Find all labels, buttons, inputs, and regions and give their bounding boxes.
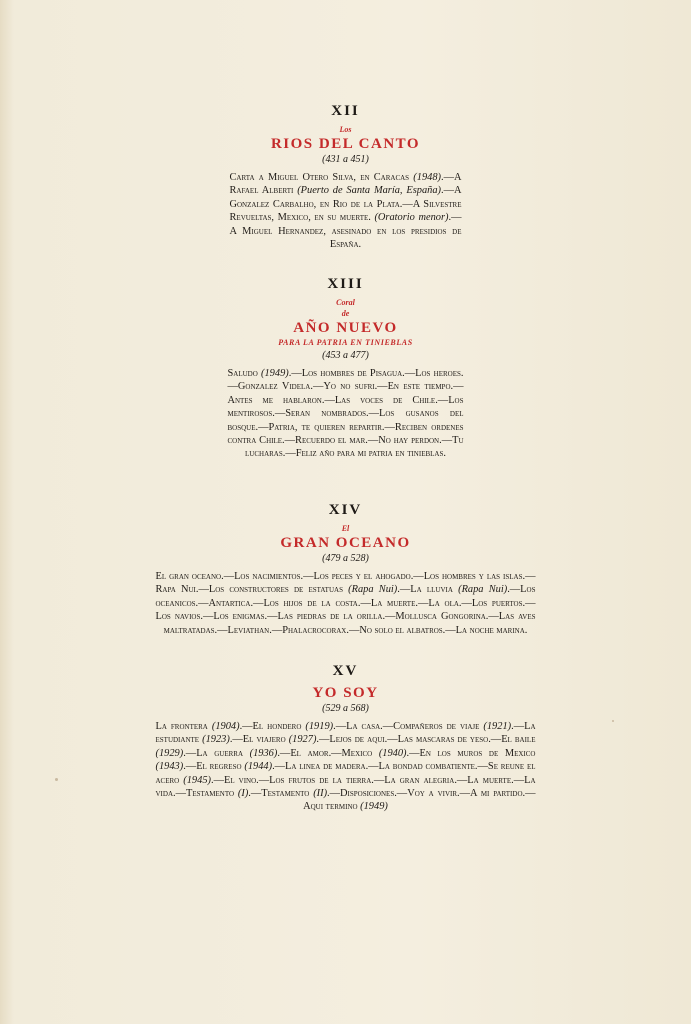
contents-text: .—La guerra — [183, 747, 250, 759]
italic-note: (1940) — [378, 747, 407, 759]
section-numeral: XIII — [327, 276, 364, 292]
contents-text: .—La linea de madera.—La bondad combatiente.—Se reune el acero — [155, 761, 536, 786]
page-range: (529 a 568) — [322, 703, 369, 714]
contents-text: .—A Gonzalez Carbalho, en Rio de la Plata.—A Silvestre Revueltas, Mexico, en su muerte. — [229, 185, 462, 224]
section-title: GRAN OCEANO — [280, 535, 411, 551]
italic-note: (1948) — [413, 172, 441, 183]
italic-note: (1929) — [155, 747, 184, 759]
section-contents — [156, 570, 536, 637]
contents-text: .—La lluvia — [397, 584, 459, 596]
contents-text: .—A Rafael Alberti — [229, 172, 462, 197]
section-contents — [156, 720, 536, 814]
contents-text: .—El regreso — [183, 761, 245, 773]
italic-note: (1904) — [211, 721, 240, 732]
page-range: (479 a 528) — [322, 553, 369, 564]
italic-note: (1927) — [288, 734, 317, 746]
section-subtitle: PARA LA PATRIA EN TINIEBLAS — [278, 338, 413, 347]
section-contents — [230, 171, 462, 251]
section-numeral: XV — [332, 663, 359, 679]
contents-text: .—El hondero — [239, 721, 306, 732]
contents-text: .—Los oceanicos.—Antartica.—Los hijos de la costa.—La muerte.—La ola.—Los puertos.—Los navios.—Los enigmas.—Las piedras de la orilla.—Mollusca Gongorina.—Las aves maltratadas.—Leviathan.—Phalacrocorax.—No solo el albatros.—La noche marina. — [155, 584, 536, 636]
contents-text: .—Testamento — [248, 788, 314, 800]
section-title: RIOS DEL CANTO — [270, 136, 421, 152]
section-xv — [0, 662, 691, 814]
contents-text: Carta a Miguel Otero Silva, en Caracas — [229, 172, 414, 183]
italic-note: (1944) — [244, 761, 273, 773]
contents-text: Saludo — [227, 368, 262, 379]
contents-text: El gran oceano.—Los nacimientos.—Los peces y el ahogado.—Los hombres y las islas.—Rapa Nui.—Los constructores de estatuas — [155, 571, 536, 596]
italic-note: (Oratorio menor) — [374, 212, 449, 224]
contents-text: La frontera — [155, 721, 212, 732]
italic-note: (II) — [313, 788, 328, 800]
section-xii — [0, 102, 691, 251]
section-title: AÑO NUEVO — [293, 320, 398, 336]
italic-note: (1919) — [305, 721, 334, 732]
section-xiii — [0, 275, 691, 461]
italic-note: (1936) — [249, 747, 278, 759]
italic-note: (1921) — [483, 721, 512, 732]
contents-text: .—Lejos de aqui.—Las mascaras de yeso.—El baile — [316, 734, 536, 746]
title-prefix: Los — [339, 125, 352, 134]
contents-text: .—A Miguel Hernandez, asesinado en los presidios de España. — [229, 212, 462, 251]
section-numeral: XII — [331, 103, 360, 119]
title-prefix: Coral — [336, 298, 355, 307]
title-prefix-2: de — [341, 309, 350, 318]
contents-text: .—El vino.—Los frutos de la tierra.—La gran alegria.—La muerte.—La vida.—Testamento — [155, 774, 536, 800]
contents-text: .—El amor.—Mexico — [277, 747, 379, 759]
italic-note: (Rapa Nui) — [348, 584, 398, 596]
section-xiv — [0, 501, 691, 637]
italic-note: (1943) — [155, 761, 184, 773]
section-numeral: XIV — [328, 502, 363, 518]
contents-text: .—Los hombres de Pisagua.—Los heroes.—Gonzalez Videla.—Yo no sufri.—En este tiempo.—Antes me hablaron.—Las voces de Chile.—Los mentirosos.—Seran nombrados.—Los gusanos del bosque.—Patria, te quieren repartir.—Reciben ordenes contra Chile.—Recuerdo el mar.—No hay perdon.—Tu lucharas.—Feliz año para mi patria en tinieblas. — [227, 368, 464, 460]
section-contents — [228, 367, 464, 461]
contents-text: .—La estudiante — [155, 721, 536, 746]
italic-note: (1949) — [360, 801, 388, 813]
contents-text: .—El viajero — [229, 734, 289, 746]
page-range: (453 a 477) — [322, 350, 369, 361]
contents-text: .—La casa.—Compañeros de viaje — [333, 721, 484, 732]
title-prefix: El — [341, 524, 350, 533]
italic-note: (1945) — [183, 774, 211, 786]
italic-note: (1949) — [261, 368, 289, 379]
italic-note: (Puerto de Santa María, España) — [297, 185, 442, 197]
contents-text: .—Disposiciones.—Voy a vivir.—A mi partido.—Aqui termino — [303, 788, 536, 813]
italic-note: (I) — [237, 788, 249, 800]
contents-text: .—En los muros de Mexico — [406, 747, 536, 759]
italic-note: (Rapa Nui) — [458, 584, 508, 596]
page-range: (431 a 451) — [322, 154, 369, 165]
italic-note: (1923) — [202, 734, 230, 746]
section-title: YO SOY — [312, 685, 379, 701]
